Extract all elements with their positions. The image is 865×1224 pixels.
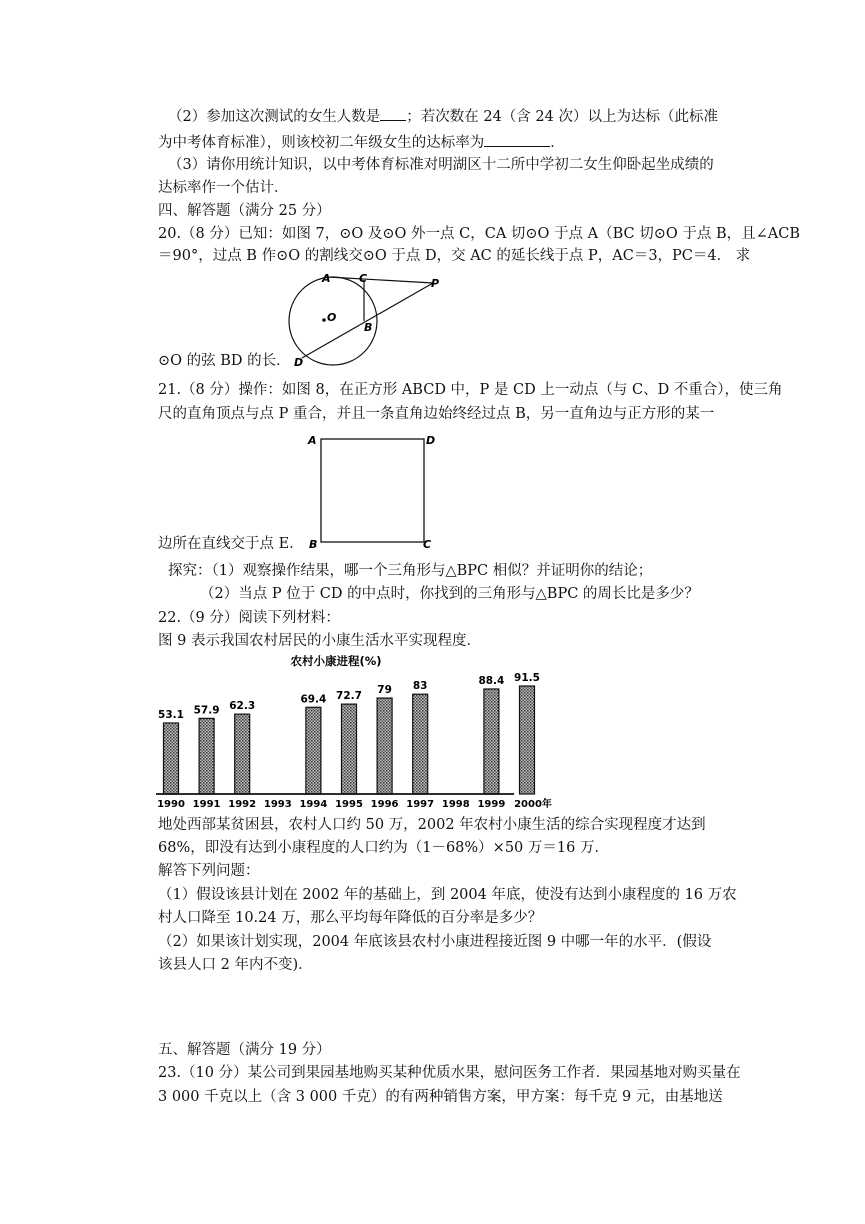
label-c: C xyxy=(423,538,432,551)
q20-line3: ⊙O 的弦 BD 的长． xyxy=(158,353,291,369)
label-p: P xyxy=(431,277,440,290)
q22-line1: 22.（9 分）阅读下列材料： xyxy=(158,610,340,626)
answer-blank xyxy=(484,132,550,147)
q19-text: ；若次数在 24（含 24 次）以上为达标（此标准 xyxy=(406,109,718,125)
category-label-1994: 1994 xyxy=(299,799,328,810)
category-label-1995: 1995 xyxy=(335,799,363,810)
q21-explore2: （2）当点 P 位于 CD 的中点时，你找到的三角形与△BPC 的周长比是多少？ xyxy=(200,586,699,602)
chart-title: 农村小康进程(%) xyxy=(290,654,382,668)
bar-1995 xyxy=(342,704,357,794)
value-label-1994: 69.4 xyxy=(300,693,327,706)
q22-line5: 解答下列问题： xyxy=(158,863,260,879)
q22-line9: 该县人口 2 年内不变)． xyxy=(158,957,313,973)
category-label-1993: 1993 xyxy=(263,799,292,810)
label-b: B xyxy=(364,321,373,334)
value-label-1995: 72.7 xyxy=(336,690,362,703)
bar-1999 xyxy=(484,689,499,794)
q23-line2: 3 000 千克以上（含 3 000 千克）的有两种销售方案，甲方案：每千克 9 元，由基地送 xyxy=(158,1089,723,1105)
q22-line7: 村人口降至 10.24 万，那么平均每年降低的百分率是多少？ xyxy=(158,910,543,926)
figure-9-bar-chart xyxy=(152,650,552,812)
category-label-1991: 1991 xyxy=(192,799,221,810)
q20-line1: 20.（8 分）已知：如图 7，⊙O 及⊙O 外一点 C，CA 切⊙O 于点 A（BC 切⊙O 于点 B，且∠ACB xyxy=(158,226,801,242)
category-label-1999: 1999 xyxy=(477,799,506,810)
answer-blank xyxy=(380,106,406,121)
value-label-1990: 53.1 xyxy=(158,709,184,721)
category-label-1996: 1996 xyxy=(370,799,399,810)
q20-line2: ＝90°，过点 B 作⊙O 的割线交⊙O 于点 D，交 AC 的延长线于点 P，AC＝3，PC＝4． 求 xyxy=(158,248,751,264)
q22-line4: 68%，即没有达到小康程度的人口约为（1－68%）×50 万＝16 万． xyxy=(158,840,609,856)
tangent-line-ap xyxy=(328,277,433,283)
q19-part3-line2: 达标率作一个估计． xyxy=(158,180,289,196)
value-label-1997: 83 xyxy=(412,680,428,693)
bar-1990 xyxy=(164,723,179,794)
bar-1992 xyxy=(235,714,250,794)
label-o: O xyxy=(327,311,337,324)
q19-text: ． xyxy=(550,135,565,151)
q22-line6: （1）假设该县计划在 2002 年的基础上，到 2004 年底，使没有达到小康程度的 16 万农 xyxy=(158,887,737,903)
chart-bars xyxy=(164,686,535,794)
q23-line1: 23.（10 分）某公司到果园基地购买某种优质水果，慰问医务工作者．果园基地对购买量在 xyxy=(158,1065,741,1081)
q19-text: （2）参加这次测试的女生人数是 xyxy=(168,109,381,125)
q19-part3-line1: （3）请你用统计知识，以中考体育标准对明湖区十二所中学初二女生仰卧起坐成绩的 xyxy=(168,157,714,173)
value-label-2000: 91.5 xyxy=(514,672,540,684)
bar-1997 xyxy=(413,694,428,794)
value-label-1999: 88.4 xyxy=(478,674,505,687)
label-a: A xyxy=(308,434,317,447)
category-label-1990: 1990 xyxy=(157,799,185,810)
square-abcd xyxy=(321,439,424,542)
q22-line2: 图 9 表示我国农村居民的小康生活水平实现程度． xyxy=(158,633,481,649)
figure-8-square xyxy=(306,430,440,552)
q22-line3: 地处西部某贫困县，农村人口约 50 万，2002 年农村小康生活的综合实现程度才达到 xyxy=(158,817,706,833)
label-d: D xyxy=(426,434,436,447)
q21-line1: 21.（8 分）操作：如图 8，在正方形 ABCD 中，P 是 CD 上一动点（与 C、D 不重合），使三角 xyxy=(158,382,783,398)
category-label-1992: 1992 xyxy=(228,799,257,810)
label-d: D xyxy=(294,356,304,369)
label-a: A xyxy=(322,272,331,285)
label-b: B xyxy=(309,538,318,551)
q19-text: 为中考体育标准），则该校初二年级女生的达标率为 xyxy=(158,135,485,151)
q22-line8: （2）如果该计划实现，2004 年底该县农村小康进程接近图 9 中哪一年的水平．(假设 xyxy=(158,934,712,950)
q19-part2-line2 xyxy=(158,132,565,153)
category-label-1998: 1998 xyxy=(441,799,470,810)
bar-1994 xyxy=(306,707,321,794)
q21-explore1: 探究：（1）观察操作结果，哪一个三角形与△BPC 相似？并证明你的结论； xyxy=(168,563,653,579)
section-4-title: 四、解答题（满分 25 分） xyxy=(158,203,331,219)
bar-2000 xyxy=(520,686,535,794)
value-label-1996: 79 xyxy=(377,684,392,697)
center-point-o xyxy=(322,318,326,322)
value-label-1992: 62.3 xyxy=(229,700,256,713)
value-label-1991: 57.9 xyxy=(193,704,220,717)
section-5-title: 五、解答题（满分 19 分） xyxy=(158,1042,331,1058)
bar-1996 xyxy=(377,698,392,794)
q19-part2-line1 xyxy=(168,106,718,127)
chart-category-labels xyxy=(157,797,552,810)
bar-1991 xyxy=(199,718,214,794)
label-c: C xyxy=(359,272,368,285)
category-label-1997: 1997 xyxy=(406,799,435,810)
category-label-2000: 2000年 xyxy=(514,799,552,810)
q21-line3: 边所在直线交于点 E． xyxy=(158,536,304,552)
q21-line2: 尺的直角顶点与点 P 重合，并且一条直角边始终经过点 B，另一直角边与正方形的某一 xyxy=(158,406,715,422)
figure-7-circle xyxy=(280,268,450,372)
